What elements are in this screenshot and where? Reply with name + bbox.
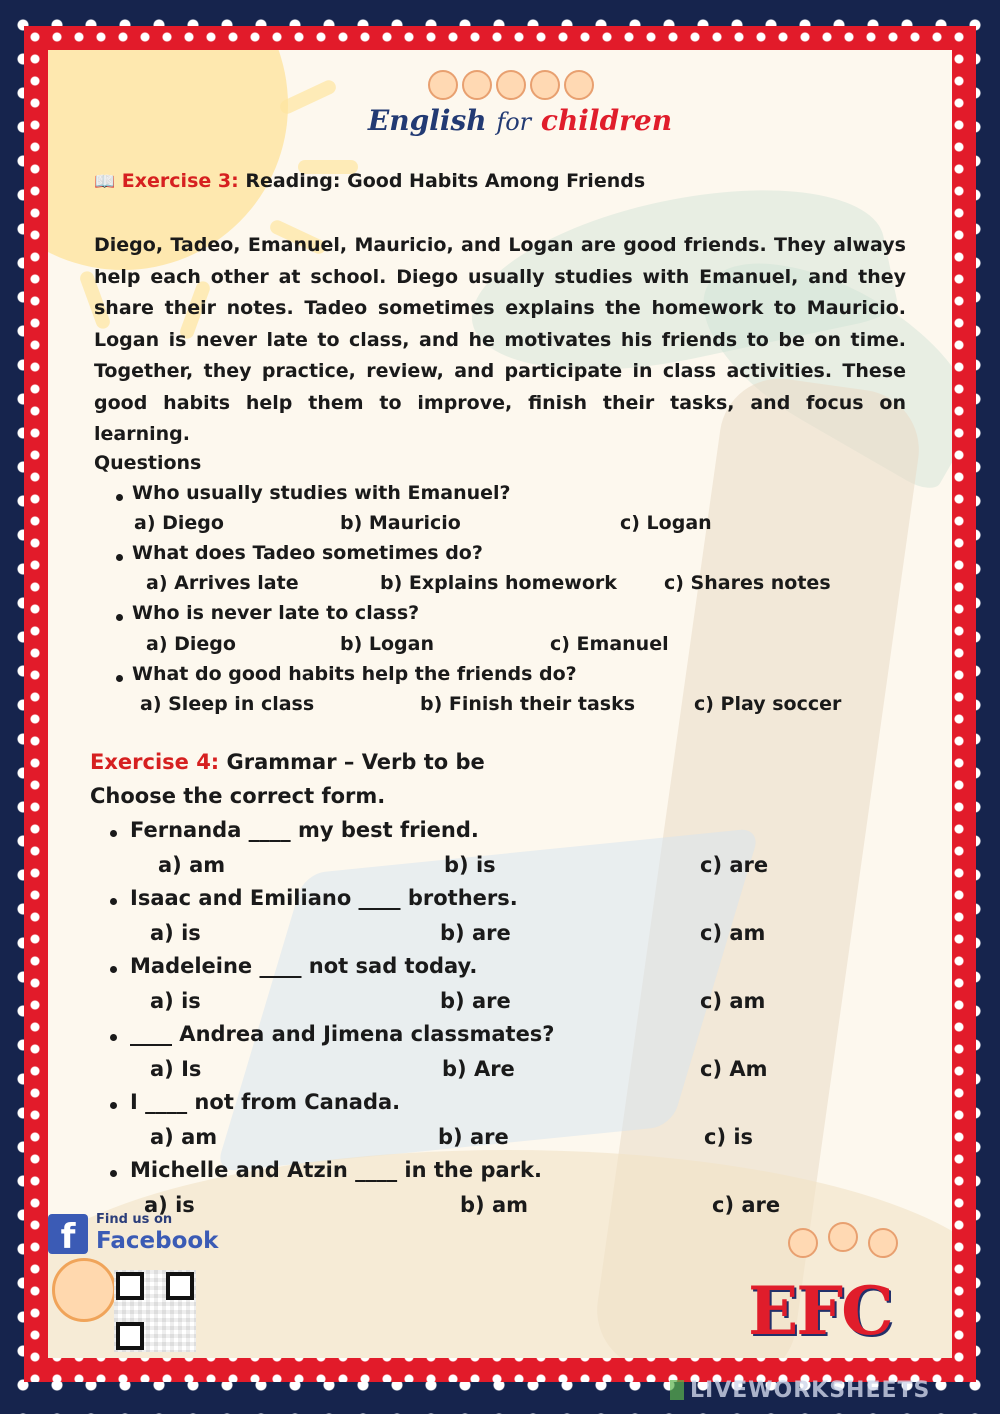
answer-option[interactable]: b) are — [438, 1125, 509, 1149]
facebook-badge[interactable] — [48, 1210, 218, 1266]
answer-option[interactable]: a) Arrives late — [146, 572, 299, 594]
worksheet-page — [48, 50, 952, 1358]
answer-option[interactable]: c) Am — [700, 1057, 768, 1081]
facebook-icon: f — [48, 1214, 88, 1254]
facebook-name: Facebook — [96, 1228, 219, 1254]
answer-option[interactable]: c) are — [700, 853, 769, 877]
find-us-on-text: Find us on — [96, 1212, 173, 1227]
question-text: Who usually studies with Emanuel? — [132, 482, 511, 504]
open-book-icon: 📖 — [94, 172, 116, 192]
english-for-children-logo: English for children — [367, 104, 673, 137]
question-text: ____ Andrea and Jimena classmates? — [130, 1022, 555, 1046]
answer-option[interactable]: c) Shares notes — [664, 572, 831, 594]
answer-option[interactable]: b) Are — [442, 1057, 515, 1081]
kids-illustration — [768, 1222, 928, 1262]
answer-option[interactable]: a) Diego — [134, 512, 224, 534]
answer-option[interactable]: a) is — [150, 921, 201, 945]
exercise-3-heading — [94, 170, 645, 192]
answer-option[interactable]: c) am — [700, 921, 766, 945]
answer-option[interactable]: b) Finish their tasks — [420, 693, 636, 715]
question-text: What does Tadeo sometimes do? — [132, 542, 483, 564]
answer-option[interactable]: c) is — [704, 1125, 754, 1149]
question-text: Michelle and Atzin ____ in the park. — [130, 1158, 542, 1182]
question-text: What do good habits help the friends do? — [132, 663, 577, 685]
exercise-4-instruction: Choose the correct form. — [90, 784, 386, 808]
question-text: I ____ not from Canada. — [130, 1090, 401, 1114]
exercise-4-title: Grammar – Verb to be — [226, 750, 485, 774]
answer-option[interactable]: a) Diego — [146, 633, 236, 655]
answer-option[interactable]: a) am — [150, 1125, 218, 1149]
answer-option[interactable]: a) am — [158, 853, 226, 877]
answer-option[interactable]: c) Logan — [620, 512, 712, 534]
answer-option[interactable]: c) Emanuel — [550, 633, 669, 655]
answer-option[interactable]: a) is — [150, 989, 201, 1013]
girl-illustration — [52, 1258, 116, 1322]
question-text: Madeleine ____ not sad today. — [130, 954, 478, 978]
question-text: Fernanda ____ my best friend. — [130, 818, 479, 842]
answer-option[interactable]: b) Mauricio — [340, 512, 461, 534]
answer-option[interactable]: a) is — [144, 1193, 195, 1217]
reading-paragraph: Diego, Tadeo, Emanuel, Mauricio, and Logan are good friends. They always help each other at school. Diego usually studies with Emanuel, and they share their notes. Tadeo sometimes explains the homework to Mauricio. Logan is never late to class, and he motivates his friends to be on time. Together, they practice, review, and participate in class activities. These good habits help them to improve, finish their tasks, and focus on learning. — [94, 234, 906, 445]
answer-option[interactable]: b) am — [460, 1193, 528, 1217]
exercise-3-label: Exercise 3: — [121, 170, 239, 192]
exercise-4-heading — [90, 750, 485, 774]
questions-heading: Questions — [94, 452, 202, 474]
exercise-3-title: Reading: Good Habits Among Friends — [245, 170, 646, 192]
efc-logo: EFC — [748, 1272, 892, 1350]
question-text: Isaac and Emiliano ____ brothers. — [130, 886, 518, 910]
liveworksheets-icon — [670, 1380, 684, 1400]
answer-option[interactable]: c) am — [700, 989, 766, 1013]
answer-option[interactable]: b) is — [444, 853, 496, 877]
answer-option[interactable]: b) Explains homework — [380, 572, 617, 594]
answer-option[interactable]: b) Logan — [340, 633, 435, 655]
answer-option[interactable]: c) are — [712, 1193, 781, 1217]
question-text: Who is never late to class? — [132, 602, 420, 624]
exercise-4-label: Exercise 4: — [90, 750, 220, 774]
answer-option[interactable]: b) are — [440, 989, 511, 1013]
answer-option[interactable]: b) are — [440, 921, 511, 945]
liveworksheets-watermark: LIVEWORKSHEETS — [690, 1378, 931, 1403]
answer-option[interactable]: a) Is — [150, 1057, 202, 1081]
answer-option[interactable]: c) Play soccer — [694, 693, 842, 715]
qr-code — [114, 1270, 196, 1352]
answer-option[interactable]: a) Sleep in class — [140, 693, 315, 715]
kids-illustration — [428, 70, 608, 104]
